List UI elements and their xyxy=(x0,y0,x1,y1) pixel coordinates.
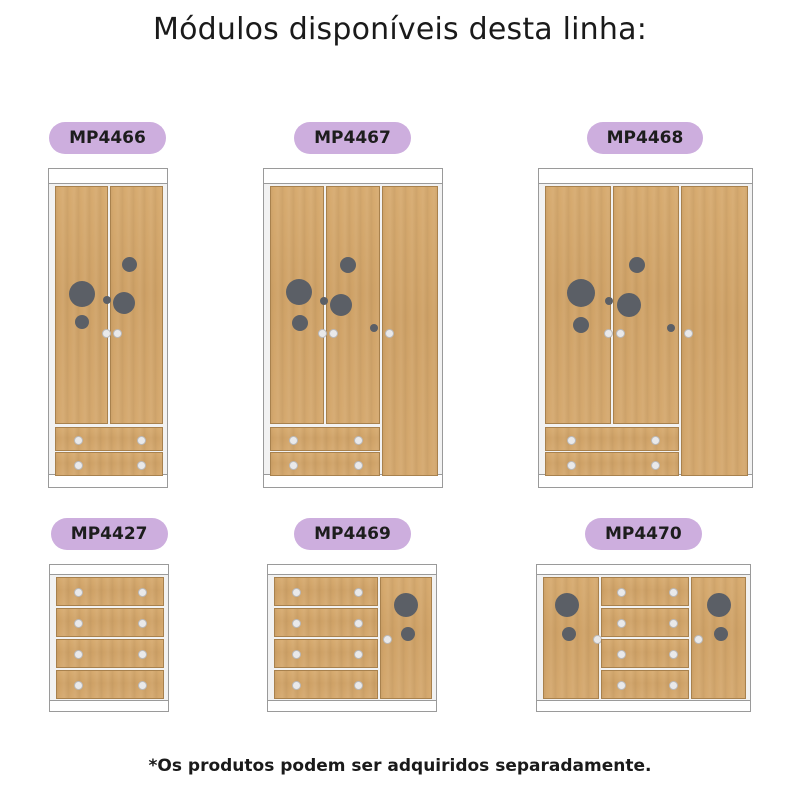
decor-dot-small-right xyxy=(714,627,728,641)
drawer-1 xyxy=(55,427,163,451)
decor-dot-small-left xyxy=(562,627,576,641)
decor-dot-upper xyxy=(340,257,356,273)
drawer-knob-2b xyxy=(651,461,660,470)
module-code-badge: MP4468 xyxy=(587,122,704,154)
drawer-knob-2a xyxy=(74,461,83,470)
module-code-badge: MP4427 xyxy=(51,518,168,550)
drawer-knob-1a xyxy=(567,436,576,445)
drawer-knob-2b xyxy=(354,461,363,470)
drawer-1 xyxy=(56,577,164,606)
drawer-knob-2a xyxy=(617,619,626,628)
module-card-mp4469[interactable] xyxy=(267,518,437,712)
decor-dot-small xyxy=(75,315,89,329)
furniture-wardrobe-mp4466 xyxy=(48,168,168,488)
module-code-badge: MP4470 xyxy=(585,518,702,550)
drawer-knob-1b xyxy=(669,588,678,597)
decor-dot-small xyxy=(292,315,308,331)
module-card-mp4427[interactable] xyxy=(49,518,169,712)
page-title: Módulos disponíveis desta linha: xyxy=(152,12,648,47)
drawer-knob-1a xyxy=(74,436,83,445)
door-knob-right xyxy=(385,329,394,338)
top-panel xyxy=(264,169,442,184)
top-panel xyxy=(537,565,750,575)
drawer-knob-3b xyxy=(669,650,678,659)
footnote-text: *Os produtos podem ser adquiridos separadamente. xyxy=(148,756,652,776)
drawer-knob-1b xyxy=(137,436,146,445)
top-panel xyxy=(268,565,436,575)
drawer-knob-2b xyxy=(137,461,146,470)
decor-dot-tiny xyxy=(605,297,613,305)
decor-dot-tiny xyxy=(103,296,111,304)
door-knob-right xyxy=(694,635,703,644)
drawer-knob-2a xyxy=(289,461,298,470)
drawer-knob-3a xyxy=(617,650,626,659)
modules-grid xyxy=(0,88,800,712)
drawer-knob-1b xyxy=(354,436,363,445)
door-knob-center xyxy=(616,329,625,338)
module-card-mp4468[interactable] xyxy=(538,122,753,488)
decor-dot-medium xyxy=(113,292,135,314)
drawer-knob-1b xyxy=(651,436,660,445)
base-panel xyxy=(50,700,168,711)
furniture-chest-door-mp4469 xyxy=(267,564,437,712)
decor-dot-large xyxy=(286,279,312,305)
decor-dot-medium xyxy=(330,294,352,316)
drawer-knob-1a xyxy=(617,588,626,597)
drawer-3 xyxy=(56,639,164,668)
door-knob-left xyxy=(318,329,327,338)
module-code-badge: MP4467 xyxy=(294,122,411,154)
module-code-badge: MP4469 xyxy=(294,518,411,550)
module-code-badge: MP4466 xyxy=(49,122,166,154)
drawer-knob-2b xyxy=(669,619,678,628)
drawer-knob-1a xyxy=(289,436,298,445)
drawer-2 xyxy=(270,452,380,476)
furniture-chest-mp4427 xyxy=(49,564,169,712)
module-card-mp4467[interactable] xyxy=(263,122,443,488)
door-knob-left xyxy=(102,329,111,338)
decor-dot-large-right xyxy=(707,593,731,617)
module-card-mp4466[interactable] xyxy=(48,122,168,488)
base-panel xyxy=(537,700,750,711)
drawer-2 xyxy=(55,452,163,476)
decor-dot-large xyxy=(69,281,95,307)
decor-dot-medium xyxy=(617,293,641,317)
decor-dot-large-left xyxy=(555,593,579,617)
top-panel xyxy=(49,169,167,184)
decor-dot-upper xyxy=(122,257,137,272)
door-knob-center xyxy=(329,329,338,338)
drawer-4 xyxy=(56,670,164,699)
furniture-chest-door-mp4470 xyxy=(536,564,751,712)
door-knob-right xyxy=(113,329,122,338)
decor-dot-right-tiny xyxy=(370,324,378,332)
drawer-knob-4b xyxy=(669,681,678,690)
drawer-knob-4a xyxy=(617,681,626,690)
door-left xyxy=(270,186,324,424)
drawer-1 xyxy=(270,427,380,451)
decor-dot-tiny xyxy=(320,297,328,305)
door-knob-left xyxy=(604,329,613,338)
top-panel xyxy=(539,169,752,184)
decor-dot-upper xyxy=(629,257,645,273)
module-card-mp4470[interactable] xyxy=(536,518,751,712)
decor-dot-small xyxy=(573,317,589,333)
top-panel xyxy=(50,565,168,575)
furniture-wardrobe-mp4468 xyxy=(538,168,753,488)
base-panel xyxy=(268,700,436,711)
door-knob-right xyxy=(684,329,693,338)
drawer-knob-2a xyxy=(567,461,576,470)
modules-row-top xyxy=(0,88,800,488)
decor-dot-large xyxy=(567,279,595,307)
furniture-wardrobe-mp4467 xyxy=(263,168,443,488)
decor-dot-right-tiny xyxy=(667,324,675,332)
drawer-2 xyxy=(56,608,164,637)
modules-row-bottom xyxy=(0,512,800,712)
